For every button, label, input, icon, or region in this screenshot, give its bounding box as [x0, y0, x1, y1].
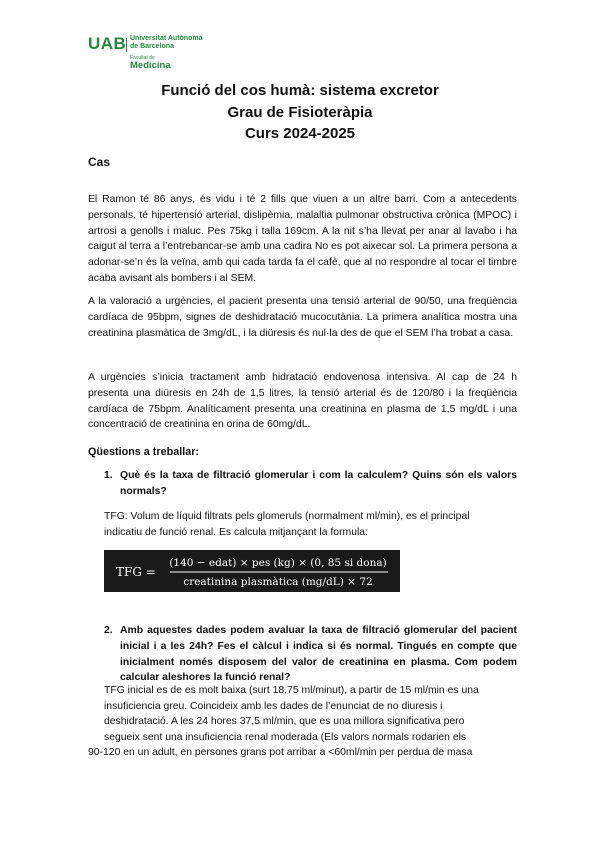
answer-1: TFG: Volum de líquid filtrats pels glomeruls (normalment ml/min), es el principal indicatiu de funció renal. Es calcula mitjançant la formula: [104, 511, 470, 538]
case-heading: Cas [88, 155, 111, 169]
uab-mark: UAB [88, 34, 127, 53]
formula-lhs: TFG = [116, 565, 156, 579]
answer-2-line: segueix sent una insuficiencia renal moderada (Els valors normals rodarien els [104, 731, 467, 743]
question-2-number: 2. [104, 625, 113, 636]
question-2-text: Amb aquestes dades podem avaluar la taxa de filtració glomerular del pacient inicial i a les 24h? Fes el càlcul i indica si és normal. Tingués en compte que inicialment només disposem del valor de creatinina en plasma. Com podem calcular aleshores la funció renal? [120, 625, 517, 684]
degree-name: Grau de Fisioteràpia [227, 103, 373, 121]
university-name [130, 35, 202, 51]
case-paragraph-2: A la valoració a urgències, el pacient presenta una tensió arterial de 90/50, una freqüència cardíaca de 95bpm, signes de deshidratació mucocutània. La primera analítica mostra una creatinina plasmàtica de 3mg/dL, i la diüresis és nul·la des de que el SEM l’ha trobat a casa. [88, 296, 517, 339]
question-1-number: 1. [104, 470, 113, 481]
logo-divider [126, 38, 127, 52]
answer-2 [88, 683, 517, 761]
document-header [0, 80, 600, 145]
questions-heading: Qüestions a treballar: [88, 446, 200, 458]
document-title: Funció del cos humà: sistema excretor [161, 82, 439, 99]
university-line1: Universitat Autònoma [130, 35, 203, 42]
question-1 [104, 468, 517, 500]
university-line2: de Barcelona [130, 43, 174, 50]
question-1-text: Què és la taxa de filtració glomerular i com la calculem? Quins són els valors normals? [120, 470, 517, 497]
faculty-name: Medicina [130, 60, 171, 71]
case-paragraph-3: A urgències s’inicia tractament amb hidratació endovenosa intensiva. Al cap de 24 h presenta una diüresis en 24h de 1,5 litres, la tensió arterial és de 120/80 i la freqüència cardíaca de 75bpm. Analíticament presenta una creatinina en plasma de 1,5 mg/dL i una concentració de creatinina en orina de 60mg/dL. [88, 372, 517, 431]
case-paragraph-1: El Ramon té 86 anys, és vidu i té 2 fills que viuen a un altre barri. Com a antecedents personals, té hipertensió arterial, dislipèmia, malaltia pulmonar obstructiva crònica (MPOC) i artrosi a genolls i maluc. Pes 75kg i talla 169cm. A la nit s’ha llevat per anar al lavabo i ha caigut al terra a l’entrebancar-se amb una cadira No es pot aixecar sol. La primera persona a adonar-se’n és la veïna, amb qui cada tarda fa el cafè, que al no respondre al tocar el timbre acaba avisant als bombers i al SEM. [88, 194, 517, 284]
answer-2-line: deshidratació. A les 24 hores 37,5 ml/min, que es una millora significativa pero [104, 716, 465, 728]
answer-2-line: TFG inicial es de es molt baixa (surt 18,75 ml/minut), a partir de 15 ml/min es una [104, 685, 479, 696]
question-2 [104, 623, 517, 686]
formula-numerator: (140 − edat) × pes (kg) × (0, 85 si dona) [169, 557, 387, 569]
course-year: Curs 2024-2025 [244, 125, 356, 142]
gfr-formula [104, 550, 400, 592]
answer-2-line: 90-120 en un adult, en persones grans pot arribar a <60ml/min per perdua de masa [88, 747, 473, 759]
uab-logo [88, 34, 248, 76]
answer-2-line: insuficiencia greu. Coincideix amb les dades de l’enunciat de no diuresis i [104, 700, 443, 712]
faculty-prefix: Facultat de [130, 55, 155, 61]
formula-denominator: creatinina plasmàtica (mg/dL) × 72 [183, 576, 373, 588]
